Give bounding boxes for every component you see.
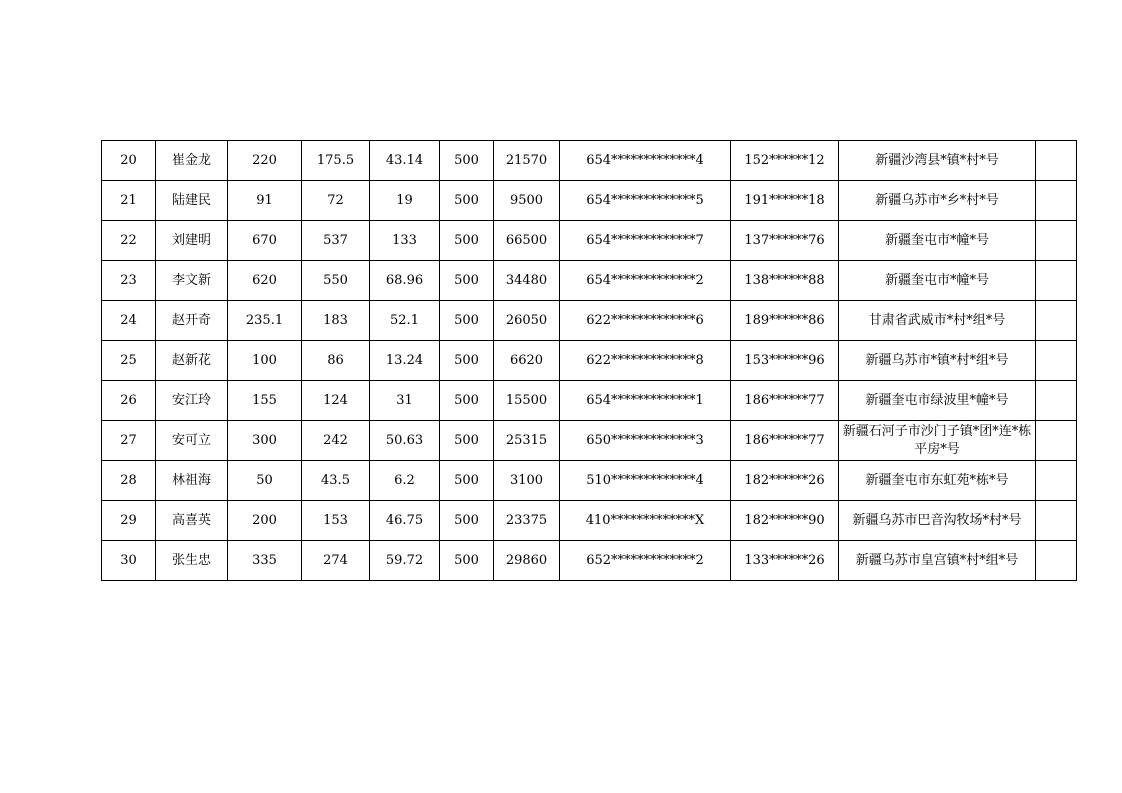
- id-number-cell: 654*************7: [560, 221, 731, 261]
- value-cell-4: 500: [440, 341, 494, 381]
- row-number-cell: 25: [102, 341, 156, 381]
- roster-table: [101, 140, 1077, 581]
- value-cell-2: 175.5: [302, 141, 370, 181]
- value-cell-4: 500: [440, 261, 494, 301]
- name-cell: 赵新花: [156, 341, 228, 381]
- row-number-cell: 22: [102, 221, 156, 261]
- name-cell: 张生忠: [156, 541, 228, 581]
- value-cell-1: 100: [228, 341, 302, 381]
- note-cell: [1036, 301, 1077, 341]
- amount-cell: 34480: [494, 261, 560, 301]
- value-cell-4: 500: [440, 181, 494, 221]
- address-cell: 新疆乌苏市*乡*村*号: [839, 181, 1036, 221]
- note-cell: [1036, 421, 1077, 461]
- amount-cell: 21570: [494, 141, 560, 181]
- value-cell-4: 500: [440, 461, 494, 501]
- row-number-cell: 28: [102, 461, 156, 501]
- id-number-cell: 654*************5: [560, 181, 731, 221]
- phone-cell: 186******77: [731, 381, 839, 421]
- value-cell-4: 500: [440, 301, 494, 341]
- phone-cell: 191******18: [731, 181, 839, 221]
- phone-cell: 182******90: [731, 501, 839, 541]
- row-number-cell: 23: [102, 261, 156, 301]
- value-cell-1: 235.1: [228, 301, 302, 341]
- value-cell-4: 500: [440, 541, 494, 581]
- table-row: [102, 181, 1077, 221]
- address-cell: 新疆奎屯市绿波里*幢*号: [839, 381, 1036, 421]
- phone-cell: 153******96: [731, 341, 839, 381]
- value-cell-3: 46.75: [370, 501, 440, 541]
- phone-cell: 138******88: [731, 261, 839, 301]
- value-cell-3: 31: [370, 381, 440, 421]
- phone-cell: 189******86: [731, 301, 839, 341]
- address-cell: 新疆乌苏市皇宫镇*村*组*号: [839, 541, 1036, 581]
- value-cell-3: 133: [370, 221, 440, 261]
- value-cell-3: 13.24: [370, 341, 440, 381]
- value-cell-2: 43.5: [302, 461, 370, 501]
- id-number-cell: 654*************4: [560, 141, 731, 181]
- name-cell: 高喜英: [156, 501, 228, 541]
- value-cell-1: 220: [228, 141, 302, 181]
- table-row: [102, 261, 1077, 301]
- amount-cell: 26050: [494, 301, 560, 341]
- row-number-cell: 26: [102, 381, 156, 421]
- id-number-cell: 654*************2: [560, 261, 731, 301]
- amount-cell: 9500: [494, 181, 560, 221]
- table-row: [102, 221, 1077, 261]
- value-cell-3: 59.72: [370, 541, 440, 581]
- table-row: [102, 501, 1077, 541]
- row-number-cell: 20: [102, 141, 156, 181]
- value-cell-1: 670: [228, 221, 302, 261]
- id-number-cell: 652*************2: [560, 541, 731, 581]
- note-cell: [1036, 461, 1077, 501]
- note-cell: [1036, 381, 1077, 421]
- row-number-cell: 30: [102, 541, 156, 581]
- name-cell: 崔金龙: [156, 141, 228, 181]
- address-cell: 新疆奎屯市*幢*号: [839, 221, 1036, 261]
- value-cell-2: 274: [302, 541, 370, 581]
- value-cell-3: 6.2: [370, 461, 440, 501]
- value-cell-3: 52.1: [370, 301, 440, 341]
- amount-cell: 3100: [494, 461, 560, 501]
- value-cell-4: 500: [440, 501, 494, 541]
- address-cell: 新疆奎屯市*幢*号: [839, 261, 1036, 301]
- roster-body: [102, 141, 1077, 581]
- value-cell-2: 183: [302, 301, 370, 341]
- row-number-cell: 21: [102, 181, 156, 221]
- note-cell: [1036, 141, 1077, 181]
- name-cell: 刘建明: [156, 221, 228, 261]
- id-number-cell: 622*************8: [560, 341, 731, 381]
- name-cell: 安可立: [156, 421, 228, 461]
- table-row: [102, 141, 1077, 181]
- table-row: [102, 301, 1077, 341]
- value-cell-1: 300: [228, 421, 302, 461]
- value-cell-2: 550: [302, 261, 370, 301]
- name-cell: 安江玲: [156, 381, 228, 421]
- phone-cell: 152******12: [731, 141, 839, 181]
- phone-cell: 133******26: [731, 541, 839, 581]
- amount-cell: 29860: [494, 541, 560, 581]
- name-cell: 林祖海: [156, 461, 228, 501]
- value-cell-2: 124: [302, 381, 370, 421]
- id-number-cell: 650*************3: [560, 421, 731, 461]
- table-row: [102, 381, 1077, 421]
- phone-cell: 182******26: [731, 461, 839, 501]
- value-cell-2: 153: [302, 501, 370, 541]
- table-row: [102, 541, 1077, 581]
- name-cell: 赵开奇: [156, 301, 228, 341]
- address-cell: 新疆沙湾县*镇*村*号: [839, 141, 1036, 181]
- table-row: [102, 421, 1077, 461]
- address-cell: 新疆乌苏市巴音沟牧场*村*号: [839, 501, 1036, 541]
- value-cell-4: 500: [440, 381, 494, 421]
- row-number-cell: 24: [102, 301, 156, 341]
- amount-cell: 15500: [494, 381, 560, 421]
- amount-cell: 23375: [494, 501, 560, 541]
- value-cell-1: 200: [228, 501, 302, 541]
- row-number-cell: 29: [102, 501, 156, 541]
- value-cell-4: 500: [440, 141, 494, 181]
- note-cell: [1036, 341, 1077, 381]
- address-cell: 甘肃省武威市*村*组*号: [839, 301, 1036, 341]
- value-cell-2: 86: [302, 341, 370, 381]
- address-cell: 新疆石河子市沙门子镇*团*连*栋平房*号: [839, 421, 1036, 461]
- id-number-cell: 654*************1: [560, 381, 731, 421]
- address-cell: 新疆奎屯市东虹苑*栋*号: [839, 461, 1036, 501]
- note-cell: [1036, 261, 1077, 301]
- note-cell: [1036, 501, 1077, 541]
- value-cell-3: 50.63: [370, 421, 440, 461]
- id-number-cell: 510*************4: [560, 461, 731, 501]
- amount-cell: 25315: [494, 421, 560, 461]
- note-cell: [1036, 181, 1077, 221]
- value-cell-2: 242: [302, 421, 370, 461]
- id-number-cell: 622*************6: [560, 301, 731, 341]
- value-cell-1: 91: [228, 181, 302, 221]
- value-cell-3: 68.96: [370, 261, 440, 301]
- note-cell: [1036, 541, 1077, 581]
- phone-cell: 137******76: [731, 221, 839, 261]
- value-cell-1: 50: [228, 461, 302, 501]
- table-row: [102, 461, 1077, 501]
- address-cell: 新疆乌苏市*镇*村*组*号: [839, 341, 1036, 381]
- row-number-cell: 27: [102, 421, 156, 461]
- value-cell-1: 620: [228, 261, 302, 301]
- note-cell: [1036, 221, 1077, 261]
- table-row: [102, 341, 1077, 381]
- amount-cell: 6620: [494, 341, 560, 381]
- value-cell-2: 537: [302, 221, 370, 261]
- value-cell-1: 155: [228, 381, 302, 421]
- value-cell-4: 500: [440, 421, 494, 461]
- amount-cell: 66500: [494, 221, 560, 261]
- id-number-cell: 410*************X: [560, 501, 731, 541]
- value-cell-3: 43.14: [370, 141, 440, 181]
- value-cell-4: 500: [440, 221, 494, 261]
- name-cell: 陆建民: [156, 181, 228, 221]
- value-cell-3: 19: [370, 181, 440, 221]
- value-cell-2: 72: [302, 181, 370, 221]
- phone-cell: 186******77: [731, 421, 839, 461]
- value-cell-1: 335: [228, 541, 302, 581]
- name-cell: 李文新: [156, 261, 228, 301]
